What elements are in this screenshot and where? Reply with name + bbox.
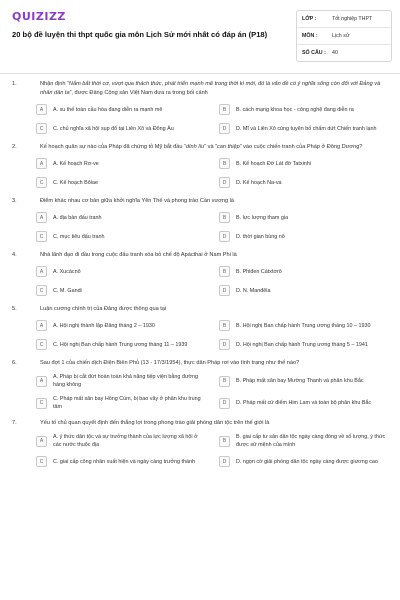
answer-letter-box[interactable]: B [219, 158, 230, 169]
question-number: 5. [12, 306, 17, 312]
question-text-part: Luận cương chính trị của Đảng được thông qua tại [40, 306, 167, 312]
answer-letter-box[interactable]: A [36, 320, 47, 331]
answer-options [36, 157, 390, 189]
question-quote: can thiệp [217, 144, 240, 150]
question-item [12, 143, 390, 189]
answer-letter-box[interactable]: D [219, 339, 230, 350]
answer-letter-box[interactable]: A [36, 104, 47, 115]
question-number: 2. [12, 144, 17, 150]
question-text [40, 197, 390, 206]
answer-letter-box[interactable]: C [36, 285, 47, 296]
question-text [40, 305, 390, 314]
question-text-part: ”, được Đảng Cộng sản Việt Nam đưa ra trong bối cảnh [69, 90, 208, 96]
answer-option-d[interactable] [219, 176, 390, 189]
answer-option-b[interactable] [219, 211, 390, 224]
answer-options [36, 373, 390, 411]
question-text-part: ” vào cuộc chiến tranh của Pháp ở Đông Dương? [239, 144, 363, 150]
answer-option-b[interactable] [219, 265, 390, 278]
answer-text: D. Hội nghị Ban chấp hành Trung ương tháng 5 – 1941 [236, 341, 368, 348]
answer-letter-box[interactable]: C [36, 177, 47, 188]
answer-options [36, 319, 390, 351]
answer-letter-box[interactable]: C [36, 123, 47, 134]
answer-option-a[interactable] [36, 103, 207, 116]
answer-text: B. Phiđen Cátxtơrô [236, 268, 282, 275]
answer-text: B. Hội nghị Ban chấp hành Trung ương tháng 10 – 1930 [236, 322, 371, 329]
answer-text: A. địa bàn đấu tranh [53, 214, 102, 221]
meta-value: 40 [332, 50, 338, 56]
question-text-part: Sau đợt 1 của chiến dịch Điện Biên Phủ (13 - 17/3/1954), thực dân Pháp rơi vào tình trạng như thế nào? [40, 360, 300, 366]
question-number: 7. [12, 420, 17, 426]
answer-option-c[interactable] [36, 338, 207, 351]
answer-text: C. giai cấp công nhân xuất hiện và ngày càng trưởng thành [53, 458, 196, 465]
question-text-part: Kế hoạch quân sự nào của Pháp đã chứng tỏ Mỹ bắt đầu “ [40, 144, 186, 150]
answer-options [36, 433, 390, 468]
question-quote: Nắm bắt thời cơ, vượt qua thách thức, phát triển mạnh mẽ trong thời kì mới, đó là vấn đề có ý nghĩa sống còn đối với Đảng và nhân dân ta [40, 81, 381, 96]
question-header [12, 80, 390, 98]
answer-letter-box[interactable]: C [36, 398, 47, 409]
answer-text: C. M. Gandi [53, 287, 82, 294]
answer-option-c[interactable] [36, 395, 207, 411]
header-divider [0, 73, 400, 74]
question-quote: dính líu [185, 144, 205, 150]
question-text-part: Yếu tố chủ quan quyết định đến thắng lợi trong phong trào giải phóng dân tộc trên thế giới là [40, 420, 270, 426]
answer-option-c[interactable] [36, 284, 207, 297]
meta-row [297, 11, 391, 28]
answer-option-d[interactable] [219, 284, 390, 297]
answer-letter-box[interactable]: B [219, 266, 230, 277]
answer-letter-box[interactable]: D [219, 285, 230, 296]
answer-letter-box[interactable]: B [219, 376, 230, 387]
answer-letter-box[interactable]: B [219, 104, 230, 115]
answer-option-a[interactable] [36, 211, 207, 224]
answer-text: C. chủ nghĩa xã hội sụp đổ tại Liên Xô và Đông Âu [53, 125, 174, 132]
answer-options [36, 265, 390, 297]
meta-value: Lịch sử [332, 33, 350, 39]
answer-option-b[interactable] [219, 157, 390, 170]
meta-key: MÔN : [302, 33, 318, 39]
answer-text: B. lực lượng tham gia [236, 214, 289, 221]
answer-letter-box[interactable]: B [219, 320, 230, 331]
answer-letter-box[interactable]: A [36, 266, 47, 277]
answer-text: A. ý thức dân tộc và sự trưởng thành của lực lượng xã hội ở các nước thuộc địa [53, 434, 198, 448]
quiz-header [0, 0, 400, 70]
meta-row [297, 28, 391, 45]
answer-text: A. Hội nghị thành lập Đảng tháng 2 – 1930 [53, 322, 155, 329]
answer-letter-box[interactable]: B [219, 212, 230, 223]
answer-text: A. Pháp bị cắt đứt hoàn toàn khả năng tiếp viện bằng đường hàng không [53, 374, 199, 388]
question-header [12, 197, 390, 206]
question-header [12, 305, 390, 314]
answer-letter-box[interactable]: B [219, 436, 230, 447]
answer-letter-box[interactable]: A [36, 158, 47, 169]
question-text-part: Nhận định “ [40, 81, 69, 87]
answer-option-a[interactable] [36, 433, 207, 449]
answer-text: A. Xucácnô [53, 268, 81, 275]
answer-text: D. Pháp mất cứ điểm Him Lam và toàn bộ phân khu Bắc [236, 400, 372, 406]
answer-option-a[interactable] [36, 319, 207, 332]
answer-option-d[interactable] [219, 455, 390, 468]
answer-option-c[interactable] [36, 230, 207, 243]
answer-option-c[interactable] [36, 455, 207, 468]
answer-text: B. giai cấp tư sản dân tộc ngày càng đóng về số lượng, ý thức được sứ mệnh của mình [236, 434, 386, 448]
quiz-meta-table [296, 10, 392, 62]
answer-text: C. mục tiêu đấu tranh [53, 233, 105, 240]
answer-option-d[interactable] [219, 338, 390, 351]
answer-letter-box[interactable]: D [219, 177, 230, 188]
answer-option-d[interactable] [219, 230, 390, 243]
answer-option-b[interactable] [219, 433, 390, 449]
question-text [40, 419, 390, 428]
answer-text: C. Kế hoạch Bôlae [53, 179, 98, 186]
answer-letter-box[interactable]: A [36, 212, 47, 223]
answer-option-b[interactable] [219, 319, 390, 332]
answer-options [36, 211, 390, 243]
answer-letter-box[interactable]: D [219, 231, 230, 242]
question-item [12, 305, 390, 351]
answer-option-a[interactable] [36, 157, 207, 170]
question-item [12, 80, 390, 135]
answer-text: C. Pháp mất sân bay Hồng Cúm, bị bao vây ở phân khu trung tâm [53, 396, 201, 410]
question-number: 3. [12, 198, 17, 204]
question-text [40, 143, 390, 152]
question-header [12, 419, 390, 428]
quizizz-logo: QUIZIZZ [12, 10, 66, 23]
answer-letter-box[interactable]: D [219, 123, 230, 134]
answer-text: A. Kế hoạch Rơ-ve [53, 160, 99, 167]
answer-option-b[interactable] [219, 373, 390, 389]
question-number: 6. [12, 360, 17, 366]
question-item [12, 197, 390, 243]
question-text-part: Nhà lãnh đạo đi đầu trong cuộc đấu tranh xóa bỏ chế độ Apácthai ở Nam Phi là [40, 252, 237, 258]
answer-letter-box[interactable]: C [36, 231, 47, 242]
question-text-part: ” và “ [204, 144, 217, 150]
answer-option-c[interactable] [36, 176, 207, 189]
answer-option-d[interactable] [219, 122, 390, 135]
answer-text: D. N. Manđêla [236, 287, 271, 294]
meta-value: Tốt nghiệp THPT [332, 16, 373, 22]
question-item [12, 359, 390, 411]
question-item [12, 251, 390, 297]
meta-key: LỚP : [302, 16, 317, 22]
answer-option-c[interactable] [36, 122, 207, 135]
answer-text: D. Kế hoạch Na-va [236, 179, 282, 186]
question-text [40, 359, 390, 368]
answer-option-a[interactable] [36, 265, 207, 278]
answer-text: B. cách mạng khoa học - công nghệ đang diễn ra [236, 106, 354, 113]
answer-letter-box[interactable]: D [219, 456, 230, 467]
answer-option-d[interactable] [219, 395, 390, 411]
answer-text: B. Pháp mất sân bay Mường Thanh và phân khu Bắc [236, 378, 364, 384]
question-number: 4. [12, 252, 17, 258]
question-list [12, 80, 390, 476]
answer-letter-box[interactable]: A [36, 436, 47, 447]
answer-option-a[interactable] [36, 373, 207, 389]
question-header [12, 251, 390, 260]
page-title: 20 bộ đề luyện thi thpt quốc gia môn Lịch Sử mới nhất có đáp án (P18) [12, 30, 268, 39]
question-header [12, 143, 390, 152]
answer-letter-box[interactable]: D [219, 398, 230, 409]
answer-text: C. Hội nghị Ban chấp hành Trung ương tháng 11 – 1939 [53, 341, 188, 348]
answer-options [36, 103, 390, 135]
answer-text: B. Kế hoạch Đờ Lát đờ Tatxinhi [236, 160, 311, 167]
answer-letter-box[interactable]: A [36, 376, 47, 387]
answer-option-b[interactable] [219, 103, 390, 116]
question-text [40, 80, 390, 98]
answer-text: D. ngọn cờ giải phóng dân tộc ngày càng được giương cao [236, 458, 378, 465]
question-text [40, 251, 390, 260]
meta-key: SỐ CÂU : [302, 50, 326, 56]
answer-text: A. xu thế toàn cầu hóa đang diễn ra mạnh mẽ [53, 106, 163, 113]
question-item [12, 419, 390, 468]
answer-text: D. thời gian bùng nổ [236, 233, 285, 240]
answer-letter-box[interactable]: C [36, 339, 47, 350]
answer-letter-box[interactable]: C [36, 456, 47, 467]
answer-text: D. Mĩ và Liên Xô cùng tuyên bố chấm dứt Chiến tranh lạnh [236, 125, 377, 132]
question-header [12, 359, 390, 368]
question-text-part: Điểm khác nhau cơ bản giữa khởi nghĩa Yên Thế và phong trào Cần vương là [40, 198, 234, 204]
meta-row [297, 45, 391, 61]
question-number: 1. [12, 81, 17, 87]
